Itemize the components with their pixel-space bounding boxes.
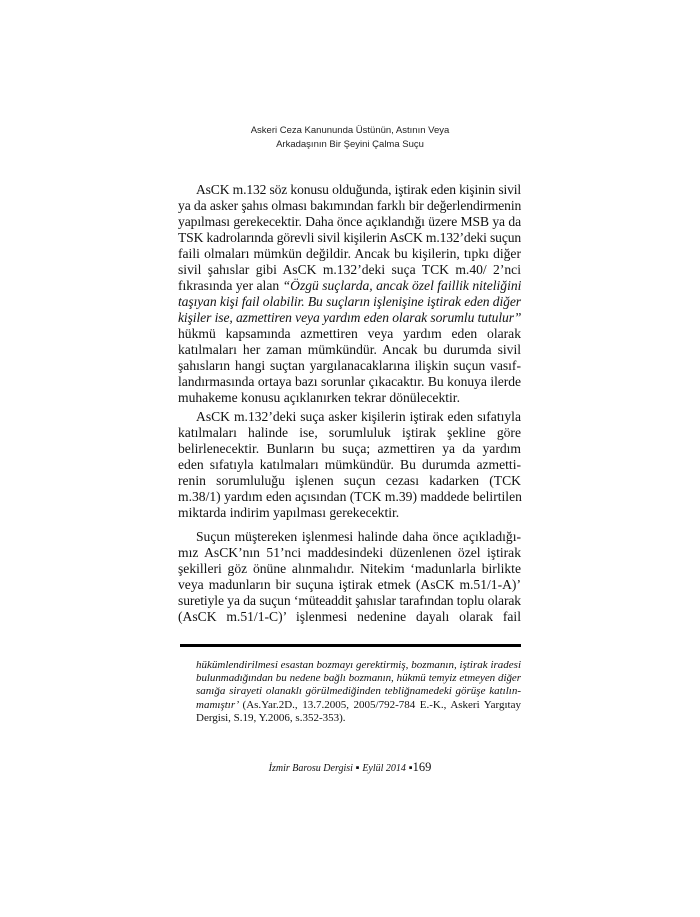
footer-issue: Eylül 2014 [362,763,406,774]
text-segment: Suçun müştereken işlenmesi halinde daha önce açıkladığı- [196,529,521,544]
paragraph-3 [178,529,521,625]
text-line [178,441,521,457]
text-line [178,230,521,246]
text-line [178,262,521,278]
text-line [196,699,521,712]
text-line [178,326,521,342]
text-segment: (AsCK m.51/1-C)’ işlenmesi nedenine dayalı olarak fail [178,609,521,624]
italic-text: bulunmadığından bu nedene bağlı bozmanın, hükmü temyiz etmeyen diğer [196,672,521,685]
text-segment: landırmasında ortaya bazı sorunlar çıkacaktır. Bu konuya ilerde [178,374,521,389]
text-segment: şahısların hangi suçtan yargılanacaklarına ilişkin suçun vasıf- [178,358,521,373]
text-line [178,561,521,577]
footer-separator: ▪ [408,762,413,774]
text-line [196,659,521,672]
text-segment: katılmaları halinde ise, sorumluluk iştirak şekline göre [178,425,521,440]
text-line [178,545,521,561]
text-segment: Dergisi, S.19, Y.2006, s.352-353). [196,711,346,724]
text-segment: (As.Yar.2D., 13.7.2005, 2005/792-784 E.-K., Askeri Yargıtay [242,698,521,711]
text-segment: suretiyle ya da suçun ‘müteaddit şahıslar tarafından toplu olarak [178,593,521,608]
text-line [178,342,521,358]
text-line [178,593,521,609]
text-segment: miktarda indirim yapılması gerekecektir. [178,505,400,520]
header-line-1: Askeri Ceza Kanununda Üstünün, Astının Veya [250,125,450,136]
text-line [178,609,521,625]
text-line [178,457,521,473]
text-segment: yapılması gerekecektir. Daha önce açıklandığı üzere MSB ya da [178,214,521,229]
text-line [178,505,521,521]
page-footer [0,760,700,775]
text-line [178,390,521,406]
footer-journal: İzmir Barosu Dergisi [268,763,353,774]
footnote [196,659,521,725]
footnote-separator [180,644,521,647]
italic-text: sanığa sirayeti olanaklı görülmediğinden tebliğnamedeki görüşe katılın- [196,685,521,698]
text-line [196,685,521,698]
text-line [178,577,521,593]
text-line [178,278,521,294]
italic-text: kişiler ise, azmettiren veya yardım eden olarak sorumlu tutulur” [178,310,522,325]
italic-text: “Özgü suçlarda, ancak özel faillik niteliğini [282,278,522,293]
text-segment: sivil şahıslar gibi AsCK m.132’deki suça TCK m.40/ 2’nci [178,262,521,277]
text-segment: veya madunların bir suçuna iştirak etmek (AsCK m.51/1-A)’ [178,577,521,592]
text-segment: katılmaları her zaman mümkündür. Ancak bu durumda sivil [178,342,521,357]
text-segment: muhakeme konusu açıklanırken tekrar dönülecektir. [178,390,460,405]
text-segment: şekilleri göz önüne alınmalıdır. Nitekim ‘madunlarla birlikte [178,561,521,576]
text-line [178,182,521,198]
text-segment: ya da asker şahıs olması bakımından farklı bir değerlendirmenin [178,198,522,213]
page-number: 169 [412,760,432,774]
text-segment: m.38/1) yardım eden açısından (TCK m.39) maddede belirtilen [178,489,522,504]
text-line [178,409,521,425]
text-segment: belirlenecektir. Bunların bu suça; azmettiren ya da yardım [178,441,521,456]
text-segment: hükmü kapsamında azmettiren veya yardım eden olarak [178,326,521,341]
text-segment: eden sıfatıyla katılmaları mümkündür. Bu durumda azmetti- [178,457,521,472]
text-segment: renin sorumluluğu işlenen suçun cezası kadarken (TCK [178,473,521,488]
text-line [196,672,521,685]
text-line [178,198,521,214]
text-line [196,712,521,725]
italic-text: mamıştır’ [196,698,243,711]
text-line [178,246,521,262]
text-segment: AsCK m.132 söz konusu olduğunda, iştirak eden kişinin sivil [196,182,521,197]
text-segment: TSK kadrolarında görevli sivil kişilerin AsCK m.132’deki suçun [178,230,521,245]
text-segment: fıkrasında yer alan [178,278,283,293]
text-segment: AsCK m.132’deki suça asker kişilerin iştirak eden sıfatıyla [196,409,521,424]
text-segment: mız AsCK’nın 51’nci maddesindeki düzenlenen özel iştirak [178,545,521,560]
text-line [178,214,521,230]
italic-text: taşıyan kişi fail olabilir. Bu suçların işlenişine iştirak eden diğer [178,294,521,309]
text-line [178,425,521,441]
footer-separator: ▪ [355,762,360,774]
text-segment: faili olmaları mümkün değildir. Ancak bu kişilerin, tıpkı diğer [178,246,521,261]
text-line [178,489,521,505]
text-line [178,473,521,489]
italic-text: hükümlendirilmesi esastan bozmayı gerektirmiş, bozmanın, iştirak iradesi [196,659,521,671]
text-line [178,374,521,390]
text-line [178,358,521,374]
header-line-2: Arkadaşının Bir Şeyini Çalma Suçu [276,139,424,150]
running-header [0,124,700,152]
paragraph-2 [178,409,521,521]
text-line [178,310,521,326]
paragraph-1 [178,182,521,406]
text-line [178,294,521,310]
text-line [178,529,521,545]
